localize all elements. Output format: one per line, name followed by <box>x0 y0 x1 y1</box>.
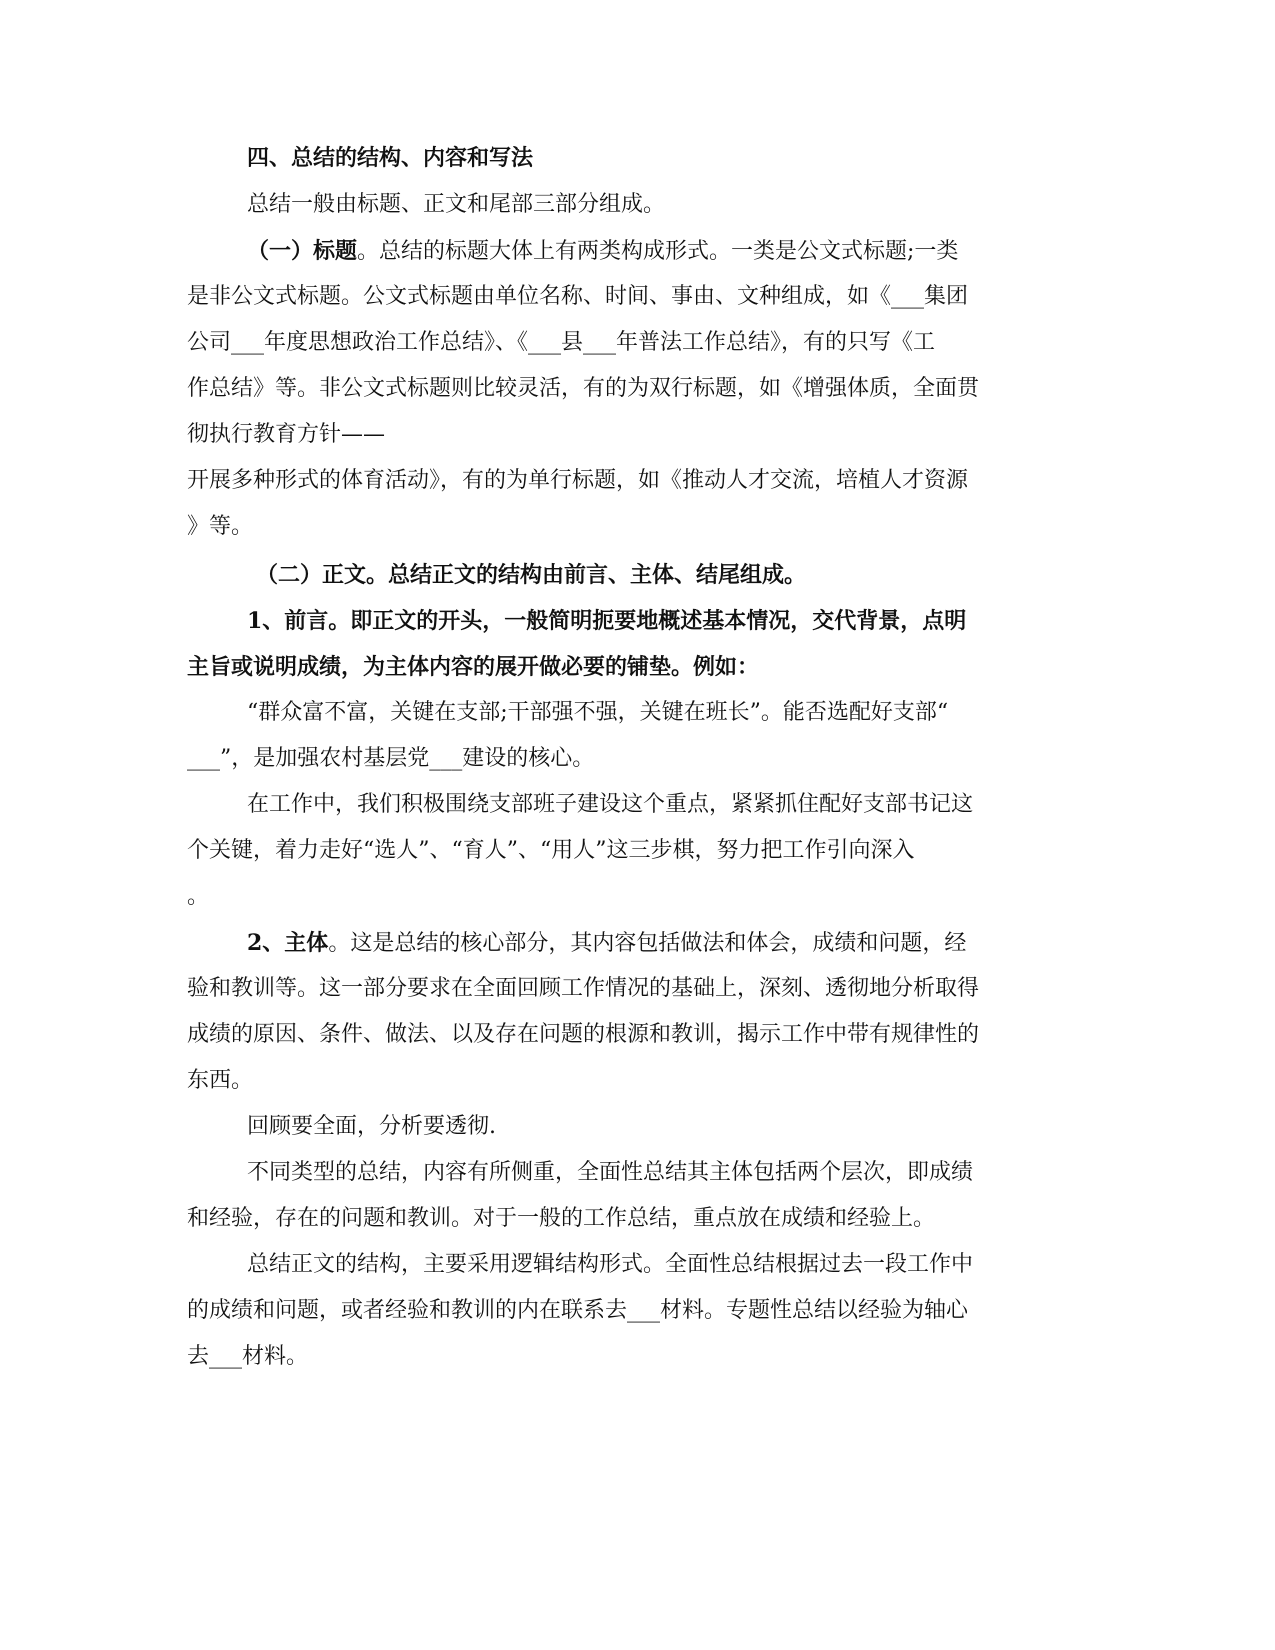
review-paragraph: 回顾要全面，分析要透彻. <box>247 1114 496 1139</box>
title-section-line: 是非公文式标题。公文式标题由单位名称、时间、事由、文种组成，如《___集团 <box>187 284 969 309</box>
structure-paragraph-line: 去___材料。 <box>187 1344 309 1369</box>
main-body-label: 2、主体 <box>247 930 329 956</box>
title-section-line: 公司___年度思想政治工作总结》、《___县___年普法工作总结》，有的只写《工 <box>187 330 936 355</box>
title-section-line <box>247 236 958 267</box>
title-section-label: （一）标题 <box>247 238 358 264</box>
types-paragraph-line: 不同类型的总结，内容有所侧重，全面性总结其主体包括两个层次，即成绩 <box>247 1160 974 1185</box>
main-body-line: 东西。 <box>187 1068 254 1093</box>
section-heading: 四、总结的结构、内容和写法 <box>247 145 534 171</box>
main-body-line: 验和教训等。这一部分要求在全面回顾工作情况的基础上，深刻、透彻地分析取得 <box>187 976 980 1001</box>
types-paragraph-line: 和经验，存在的问题和教训。对于一般的工作总结，重点放在成绩和经验上。 <box>187 1206 936 1231</box>
title-section-text: 。总结的标题大体上有两类构成形式。一类是公文式标题;一类 <box>357 239 959 264</box>
preface-paragraph-line: 主旨或说明成绩，为主体内容的展开做必要的铺垫。例如： <box>187 654 760 680</box>
title-section-line: 彻执行教育方针—— <box>187 422 386 447</box>
title-section-line: 作总结》等。非公文式标题则比较灵活，有的为双行标题，如《增强体质，全面贯 <box>187 376 980 401</box>
main-body-line <box>247 928 966 959</box>
title-section-line: 开展多种形式的体育活动》，有的为单行标题，如《推动人才交流，培植人才资源 <box>187 468 969 493</box>
intro-paragraph: 总结一般由标题、正文和尾部三部分组成。 <box>247 192 666 217</box>
main-body-line: 成绩的原因、条件、做法、以及存在问题的根源和教训，揭示工作中带有规律性的 <box>187 1022 980 1047</box>
main-body-text: 。这是总结的核心部分，其内容包括做法和体会，成绩和问题，经 <box>328 931 967 956</box>
structure-paragraph-line: 总结正文的结构，主要采用逻辑结构形式。全面性总结根据过去一段工作中 <box>247 1252 974 1277</box>
quote-paragraph-line: “群众富不富，关键在支部;干部强不强，关键在班长”。能否选配好支部“ <box>247 700 949 725</box>
body-section-heading: （二）正文。总结正文的结构由前言、主体、结尾组成。 <box>256 562 807 588</box>
work-paragraph-line: 在工作中，我们积极围绕支部班子建设这个重点，紧紧抓住配好支部书记这 <box>247 792 974 817</box>
preface-paragraph-line: 1、前言。即正文的开头，一般简明扼要地概述基本情况，交代背景，点明 <box>247 608 967 634</box>
work-paragraph-line: 个关键，着力走好“选人”、“育人”、“用人”这三步棋，努力把工作引向深入 <box>187 838 915 863</box>
quote-paragraph-line: ___”，是加强农村基层党___建设的核心。 <box>187 746 595 771</box>
structure-paragraph-line: 的成绩和问题，或者经验和教训的内在联系去___材料。专题性总结以经验为轴心 <box>187 1298 969 1323</box>
title-section-line: 》等。 <box>187 514 254 539</box>
work-paragraph-line: 。 <box>187 884 210 909</box>
